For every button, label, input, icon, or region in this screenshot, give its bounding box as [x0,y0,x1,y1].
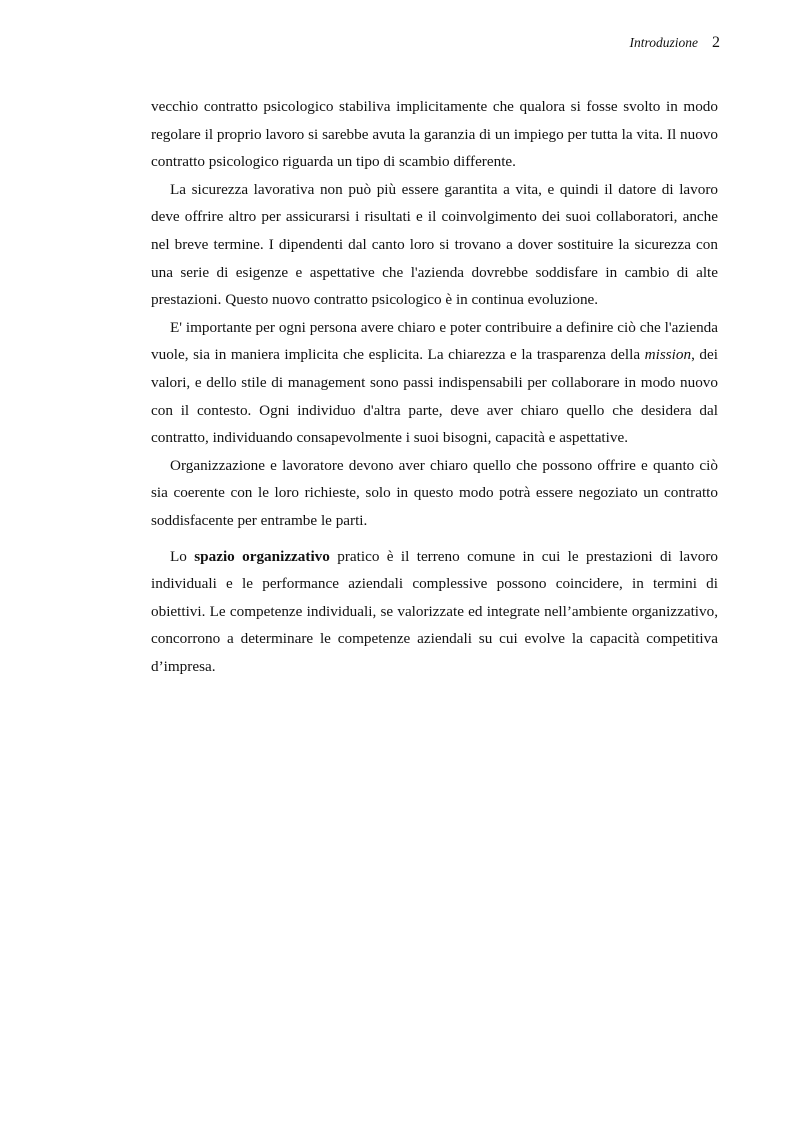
spazio-organizzativo-term: spazio organizzativo [194,547,330,565]
paragraph-5-text-before: Lo [170,547,195,565]
paragraph-1: vecchio contratto psicologico stabiliva implicitamente che qualora si fosse svolto in modo regolare il proprio lavoro si sarebbe avuta la garanzia di un impiego per tutta la vita. Il nuovo contratto psicologico riguarda un tipo di scambio differente. [151,98,718,171]
paragraph-4: Organizzazione e lavoratore devono aver chiaro quello che possono offrire e quanto ciò sia coerente con le loro richieste, solo in questo modo potrà essere negoziato un contratto soddisfacente per entrambe le parti. [151,456,718,529]
paragraph-3-text-after: , dei valori, e dello stile di management sono passi indispensabili per collaborare in modo nuovo con il contesto. Ogni individuo d'altra parte, deve aver chiaro quello che desidera dal contratto, individuando consapevolmente i suoi bisogni, capacità e aspettative. [151,346,718,447]
paragraph-3 [151,314,718,452]
page-number: 2 [712,34,720,51]
mission-term: mission [644,346,692,364]
body-text [151,93,718,680]
header-title: Introduzione [629,35,698,50]
running-header [630,34,721,52]
paragraph-5-text-after: pratico è il terreno comune in cui le prestazioni di lavoro individuali e le performance aziendali complessive possono coincidere, in termini di obiettivi. Le competenze individuali, se valorizzate ed integrate nell’ambiente organizzativo, concorrono a determinare le competenze aziendali su cui evolve la capacità competitiva d’impresa. [151,547,719,675]
paragraph-3-text-before: E' importante per ogni persona avere chiaro e poter contribuire a definire ciò che l'azienda vuole, sia in maniera implicita che esplicita. La chiarezza e la trasparenza della [151,318,718,364]
paragraph-2: La sicurezza lavorativa non può più essere garantita a vita, e quindi il datore di lavoro deve offrire altro per assicurarsi i risultati e il coinvolgimento dei suoi collaboratori, anche nel breve termine. I dipendenti dal canto loro si trovano a dover sostituire la sicurezza con una serie di esigenze e aspettative che l'azienda dovrebbe soddisfare in cambio di alte prestazioni. Questo nuovo contratto psicologico è in continua evoluzione. [151,180,718,309]
paragraph-5 [151,543,718,681]
